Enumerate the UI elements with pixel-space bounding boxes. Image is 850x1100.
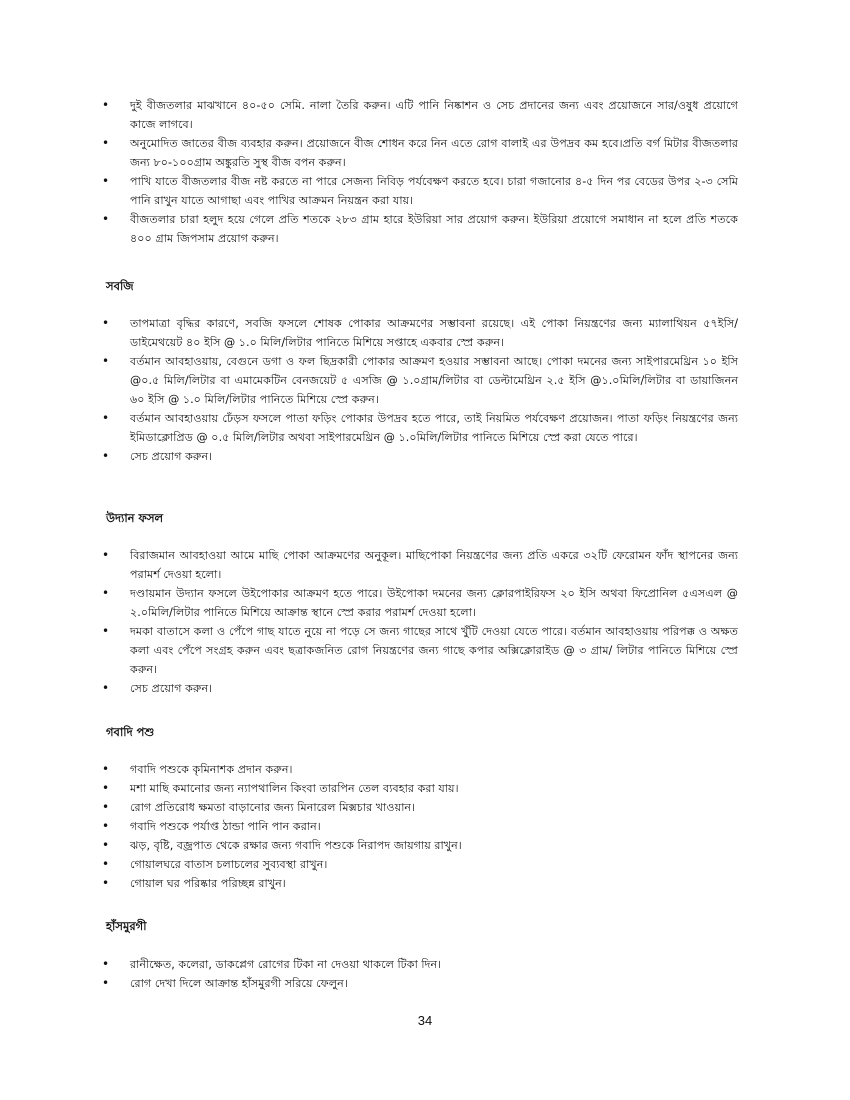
list-item: • রোগ দেখা দিলে আক্রান্ত হাঁসমুরগী সরিয়ে ফেলুন। [130, 974, 738, 993]
list-item: • গবাদি পশুকে পর্যাপ্ত ঠান্ডা পানি পান করান। [130, 817, 738, 836]
list-item: • দমকা বাতাসে কলা ও পেঁপে গাছ যাতে নুয়ে না পড়ে সে জন্য গাছের সাথে খুঁটি দেওয়া যেতে পারে। বর্তমান আবহাওয়ায় পরিপক্ক ও অক্ষত কলা এবং পেঁপে সংগ্রহ করুন এবং ছত্রাকজনিত রোগ নিয়ন্ত্রণের জন্য গাছে কপার অক্সিক্লোরাইড @ ৩ গ্রাম/ লিটার পানিতে মিশিয়ে স্প্রে করুন। [130, 622, 738, 679]
list-item: • গোয়াল ঘর পরিষ্কার পরিচ্ছন্ন রাখুন। [130, 874, 738, 893]
section-heading-livestock: গবাদি পশু [106, 725, 155, 739]
list-item: • গোয়ালঘরে বাতাস চলাচলের সুব্যবস্থা রাখুন। [130, 855, 738, 874]
section-heading-horticulture: উদ্যান ফসল [106, 511, 164, 525]
livestock-list [130, 760, 738, 893]
list-item: • দণ্ডায়মান উদ্যান ফসলে উইপোকার আক্রমণ হতে পারে। উইপোকা দমনের জন্য ক্লোরপাইরিফস ২০ ইসি অথবা ফিপ্রোনিল ৫এসএল @ ২.০মিলি/লিটার পানিতে মিশিয়ে আক্রান্ত স্থানে স্প্রে করার পরামর্শ দেওয়া হলো। [130, 584, 738, 622]
list-item: • পাখি যাতে বীজতলার বীজ নষ্ট করতে না পারে সেজন্য নিবিড় পর্যবেক্ষণ করতে হবে। চারা গজানোর ৪-৫ দিন পর বেডের উপর ২-৩ সেমি পানি রাখুন যাতে আগাছা এবং পাখির আক্রমন নিয়ন্ত্রন করা যায়। [130, 172, 738, 210]
section-heading-vegetables: সবজি [106, 279, 134, 293]
list-item: • মশা মাছি কমানোর জন্য ন্যাপথালিন কিংবা তারপিন তেল ব্যবহার করা যায়। [130, 779, 738, 798]
list-item: • বীজতলার চারা হলুদ হয়ে গেলে প্রতি শতকে ২৮৩ গ্রাম হারে ইউরিয়া সার প্রয়োগ করুন। ইউরিয়া প্রয়োগে সমাধান না হলে প্রতি শতকে ৪০০ গ্রাম জিপসাম প্রয়োগ করুন। [130, 210, 738, 248]
list-item: • রোগ প্রতিরোধ ক্ষমতা বাড়ানোর জন্য মিনারেল মিক্সচার খাওয়ান। [130, 798, 738, 817]
poultry-list [130, 955, 738, 993]
list-item: • ঝড়, বৃষ্টি, বজ্রপাত থেকে রক্ষার জন্য গবাদি পশুকে নিরাপদ জায়গায় রাখুন। [130, 836, 738, 855]
list-item: • বর্তমান আবহাওয়ায় ঢেঁড়স ফসলে পাতা ফড়িং পোকার উপদ্রব হতে পারে, তাই নিয়মিত পর্যবেক্ষণ প্রয়োজন। পাতা ফড়িং নিয়ন্ত্রণের জন্য ইমিডাক্লোপ্রিড @ ০.৫ মিলি/লিটার অথবা সাইপারমেথ্রিন @ ১.০মিলি/লিটার পানিতে মিশিয়ে স্প্রে করা যেতে পারে। [130, 409, 738, 447]
list-item: • অনুমোদিত জাতের বীজ ব্যবহার করুন। প্রয়োজনে বীজ শোধন করে নিন এতে রোগ বালাই এর উপদ্রব কম হবে।প্রতি বর্গ মিটার বীজতলার জন্য ৮০-১০০গ্রাম অঙ্কুরতি সুস্থ বীজ বপন করুন। [130, 134, 738, 172]
list-item: • বর্তমান আবহাওয়ায়, বেগুনে ডগা ও ফল ছিদ্রকারী পোকার আক্রমণ হওয়ার সম্ভাবনা আছে। পোকা দমনের জন্য সাইপারমেথ্রিন ১০ ইসি @০.৫ মিলি/লিটার বা এমামেকটিন বেনজয়েট ৫ এসজি @ ১.০গ্রাম/লিটার বা ডেল্টামেথ্রিন ২.৫ ইসি @১.০মিলি/লিটার বা ডায়াজিনন ৬০ ইসি @ ১.০ মিলি/লিটার পানিতে মিশিয়ে স্প্রে করুন। [130, 352, 738, 409]
list-item: • সেচ প্রয়োগ করুন। [130, 447, 738, 466]
list-item: • সেচ প্রয়োগ করুন। [130, 679, 738, 698]
vegetables-list [130, 314, 738, 466]
list-item: • দুই বীজতলার মাঝখানে ৪০-৫০ সেমি. নালা তৈরি করুন। এটি পানি নিষ্কাশন ও সেচ প্রদানের জন্য এবং প্রয়োজনে সার/ওষুধ প্রয়োগে কাজে লাগবে। [130, 96, 738, 134]
list-item: • তাপমাত্রা বৃদ্ধির কারণে, সবজি ফসলে শোষক পোকার আক্রমণের সম্ভাবনা রয়েছে। এই পোকা নিয়ন্ত্রণের জন্য ম্যালাথিয়ন ৫৭ইসি/ডাইমেথয়েট ৪০ ইসি @ ১.০ মিলি/লিটার পানিতে মিশিয়ে সপ্তাহে একবার স্প্রে করুন। [130, 314, 738, 352]
section-heading-poultry: হাঁসমুরগী [106, 919, 147, 933]
page-number: 34 [417, 1013, 433, 1028]
list-item: • গবাদি পশুকে কৃমিনাশক প্রদান করুন। [130, 760, 738, 779]
horticulture-list [130, 546, 738, 698]
list-item: • বিরাজমান আবহাওয়া আমে মাছি পোকা আক্রমণের অনুকূল। মাছিপোকা নিয়ন্ত্রণের জন্য প্রতি একরে ৩২টি ফেরোমন ফাঁদ স্থাপনের জন্য পরামর্শ দেওয়া হলো। [130, 546, 738, 584]
seedbed-list [130, 96, 738, 248]
list-item: • রানীক্ষেত, কলেরা, ডাকপ্লেগ রোগের টিকা না দেওয়া থাকলে টিকা দিন। [130, 955, 738, 974]
